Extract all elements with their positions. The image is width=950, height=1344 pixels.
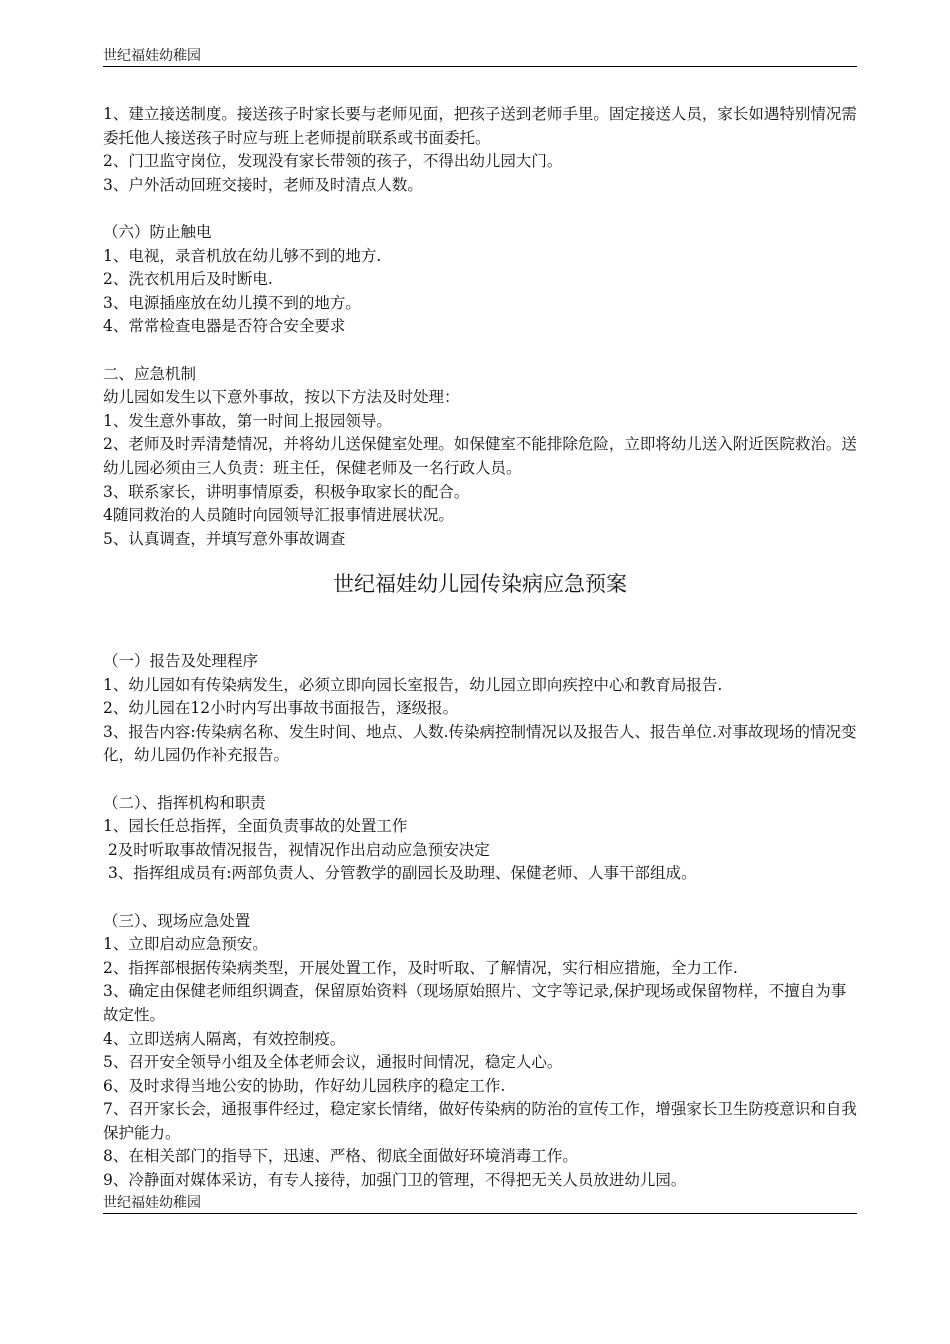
electric-item-4: 4、常常检查电器是否符合安全要求 xyxy=(103,317,346,336)
electric-item-3: 3、电源插座放在幼儿摸不到的地方。 xyxy=(103,293,361,312)
pickup-item-3: 3、户外活动回班交接时，老师及时清点人数。 xyxy=(103,175,423,194)
epidemic-plan-section xyxy=(103,650,857,1193)
emergency-intro: 幼儿园如发生以下意外事故，按以下方法及时处理： xyxy=(103,388,460,407)
emergency-item-4: 4随同救治的人员随时向园领导汇报事情进展状况。 xyxy=(103,506,454,525)
emergency-item-5: 5、认真调查，并填写意外事故调查 xyxy=(103,529,346,548)
pickup-item-2: 2、门卫监守岗位，发现没有家长带领的孩子，不得出幼儿园大门。 xyxy=(103,152,563,171)
electric-item-2: 2、洗衣机用后及时断电. xyxy=(103,270,273,289)
emergency-item-3: 3、联系家长，讲明事情原委，积极争取家长的配合。 xyxy=(103,482,470,501)
spacer xyxy=(103,768,857,792)
onsite-item-1: 1、立即启动应急预安。 xyxy=(103,935,268,954)
command-item-3: 3、指挥组成员有:两部负责人、分管教学的副园长及助理、保健老师、人事干部组成。 xyxy=(103,864,697,883)
spacer xyxy=(103,197,857,221)
report-item-2: 2、幼儿园在12小时内写出事故书面报告，逐级报。 xyxy=(103,699,459,718)
command-item-2: 2及时听取事故情况报告，视情况作出启动应急预安决定 xyxy=(103,840,490,859)
onsite-item-6: 6、及时求得当地公安的协助，作好幼儿园秩序的稳定工作. xyxy=(103,1076,506,1095)
onsite-item-5: 5、召开安全领导小组及全体老师会议，通报时间情况，稳定人心。 xyxy=(103,1053,563,1072)
report-item-1: 1、幼儿园如有传染病发生，必须立即向园长室报告，幼儿园立即向疾控中心和教育局报告. xyxy=(103,675,723,694)
onsite-item-7: 7、召开家长会，通报事件经过，稳定家长情绪，做好传染病的防治的宣传工作，增强家长卫生防疫意识和自我保护能力。 xyxy=(103,1100,857,1142)
section-electric-title: （六）防止触电 xyxy=(103,222,212,241)
spacer xyxy=(103,339,857,363)
spacer xyxy=(103,886,857,910)
report-item-3: 3、报告内容:传染病名称、发生时间、地点、人数.传染病控制情况以及报告人、报告单位.对事故现场的情况变化，幼儿园仍作补充报告。 xyxy=(103,722,857,765)
footer-text: 世纪福娃幼稚园 xyxy=(103,1195,201,1211)
emergency-item-2: 2、老师及时弄清楚情况，并将幼儿送保健室处理。如保健室不能排除危险，立即将幼儿送入附近医院救治。送幼儿园必须由三人负责：班主任，保健老师及一名行政人员。 xyxy=(103,435,857,477)
onsite-item-9: 9、冷静面对媒体采访，有专人接待，加强门卫的管理，不得把无关人员放进幼儿园。 xyxy=(103,1171,687,1190)
command-item-1: 1、园长任总指挥，全面负责事故的处置工作 xyxy=(103,817,408,836)
emergency-item-1: 1、发生意外事故，第一时间上报园领导。 xyxy=(103,411,392,430)
header-text: 世纪福娃幼稚园 xyxy=(103,48,201,64)
pickup-item-1: 1、建立接送制度。接送孩子时家长要与老师见面，把孩子送到老师手里。固定接送人员，家长如遇特别情况需委托他人接送孩子时应与班上老师提前联系或书面委托。 xyxy=(103,105,857,147)
page-header xyxy=(103,49,857,67)
section-emergency-title: 二、应急机制 xyxy=(103,364,197,383)
onsite-item-3: 3、确定由保健老师组织调查，保留原始资料（现场原始照片、文字等记录,保护现场或保留物样，不擅自为事故定性。 xyxy=(103,982,847,1024)
page-footer xyxy=(103,1196,857,1214)
section-onsite-title: （三）、现场应急处置 xyxy=(103,911,251,930)
section-report-title: （一）报告及处理程序 xyxy=(103,652,259,670)
onsite-item-4: 4、立即送病人隔离，有效控制疫。 xyxy=(103,1029,346,1048)
onsite-item-8: 8、在相关部门的指导下，迅速、严格、彻底全面做好环境消毒工作。 xyxy=(103,1147,578,1166)
onsite-item-2: 2、指挥部根据传染病类型，开展处置工作，及时听取、了解情况，实行相应措施，全力工作. xyxy=(103,958,738,977)
section-command-title: （二）、指挥机构和职责 xyxy=(103,793,266,812)
safety-measures-section xyxy=(103,103,857,551)
electric-item-1: 1、电视，录音机放在幼儿够不到的地方. xyxy=(103,246,382,265)
document-title: 世纪福娃幼儿园传染病应急预案 xyxy=(333,572,627,596)
